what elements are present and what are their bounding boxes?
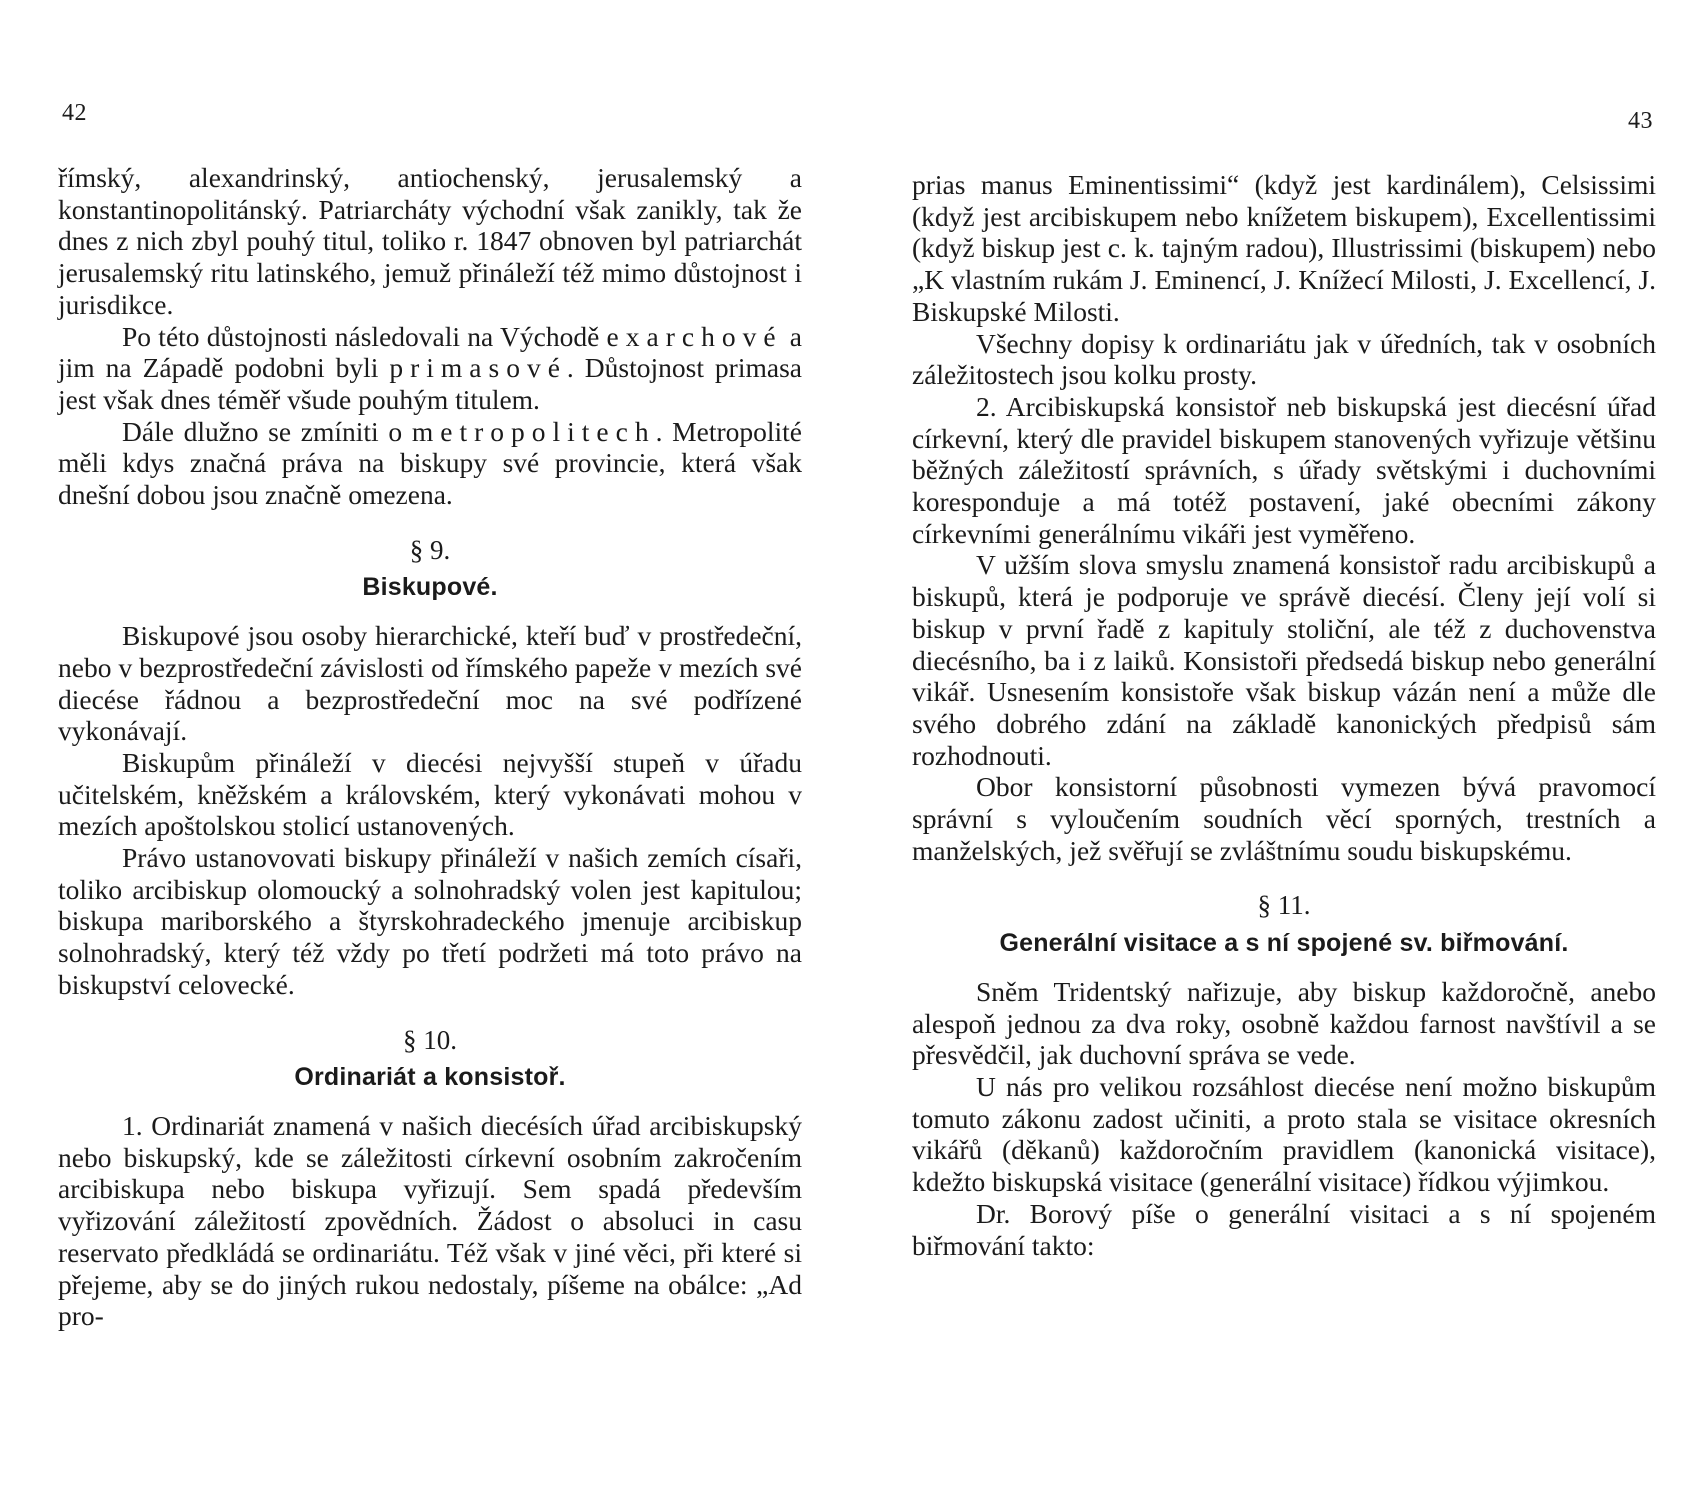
paragraph: Právo ustanovovati biskupy přináleží v našich zemích císaři, toliko arcibiskup olomoucký a solnohradský volen jest kapitulou; biskupa mariborského a štyrskohradeckého jmenuje arcibiskup solnohradský, který též vždy po třetí podržeti má toto právo na biskupství celovecké. xyxy=(58,842,802,1000)
paragraph: Dr. Borový píše o generální visitaci a s ní spojeném biřmování takto: xyxy=(912,1197,1656,1261)
section-number: § 10. xyxy=(403,1024,457,1055)
paragraph xyxy=(58,416,802,511)
text-run: a jim na Západě podobni byli xyxy=(58,320,802,384)
paragraph: Biskupům přináleží v diecési nejvyšší stupeň v úřadu učitelském, kněžském a královském, který vykonávati mohou v mezích apoštolskou stolicí ustanovených. xyxy=(58,746,802,842)
paragraph: římský, alexandrinský, antiochenský, jerusalemský a konstantinopolitánský. Patriarcháty východní však zanikly, tak že dnes z nich zbyl pouhý titul, toliko r. 1847 obnoven byl patriarchát jerusalemský ritu latinského, jemuž přináleží též mimo důstojnost i jurisdikce. xyxy=(58,162,802,320)
section-number: § 9. xyxy=(409,534,451,565)
paragraph: prias manus Eminentissimi“ (když jest kardinálem), Celsissimi (když jest arcibiskupem nebo knížetem biskupem), Excellentissimi (když biskup jest c. k. tajným radou), Illustrissimi (biskupem) nebo „K vlastním rukám J. Eminencí, J. Knížecí Milosti, J. Excellencí, J. Biskupské Milosti. xyxy=(912,169,1656,327)
paragraph: Všechny dopisy k ordinariátu jak v úředních, tak v osobních záležitostech jsou kolku prosty. xyxy=(912,327,1656,391)
paragraph xyxy=(58,321,802,416)
page-number-left: 42 xyxy=(62,100,87,126)
paragraph: 1. Ordinariát znamená v našich diecésích úřad arcibiskupský nebo biskupský, kde se záležitosti církevní osobním zakročením arcibiskupa nebo biskupa vyřizují. Sem spadá především vyřizování záležitostí zpovědních. Žádost o absoluci in casu reservato předkládá se ordinariátu. Též však v jiné věci, při které si přejeme, aby se do jiných rukou nedostaly, píšeme na obálce: „Ad pro- xyxy=(58,1109,802,1332)
section-number: § 11. xyxy=(1257,890,1311,921)
paragraph: Sněm Tridentský nařizuje, aby biskup každoročně, anebo alespoň jednou za dva roky, osobně každou farnost navštívil a se přesvědčil, jak duchovní správa se vede. xyxy=(912,975,1656,1071)
page-number-right: 43 xyxy=(1628,108,1653,134)
text-run: . Metropolité měli kdys značná práva na biskupy své provincie, která však dnešní dobou jsou značně omezena. xyxy=(58,415,802,511)
paragraph: Obor konsistorní působnosti vymezen bývá pravomocí správní s vyloučením soudních věcí sporných, trestních a manželských, jež svěřují se zvláštnímu soudu biskupskému. xyxy=(912,771,1656,866)
section-title: Generální visitace a s ní spojené sv. biřmování. xyxy=(999,929,1569,958)
right-page-text xyxy=(912,169,1656,1261)
spaced-term: primasové xyxy=(389,352,567,384)
section-title: Ordinariát a konsistoř. xyxy=(294,1063,566,1092)
text-run: . Důstojnost primasa jest však dnes téměř všude pouhým titulem. xyxy=(58,352,802,415)
right-page xyxy=(850,0,1700,1500)
section-title: Biskupové. xyxy=(362,573,498,602)
spaced-term: metropolitech xyxy=(411,415,656,447)
paragraph: U nás pro velikou rozsáhlost diecése není možno biskupům tomuto zákonu zadost učiniti, a proto stala se visitace okresních vikářů (děkanů) každoročním pravidlem (kanonická visitace), kdežto biskupská visitace (generální visitace) řídkou výjimkou. xyxy=(912,1070,1656,1198)
paragraph: V užším slova smyslu znamená konsistoř radu arcibiskupů a biskupů, která je podporuje ve správě diecésí. Členy její volí si biskup v první řadě z kapituly stoliční, ale též z duchovenstva diecésního, ba i z laiků. Konsistoři předsedá biskup nebo generální vikář. Usnesením konsistoře však biskup vázán není a může dle svého dobrého zdání na základě kanonických předpisů sám rozhodnouti. xyxy=(912,549,1656,771)
text-run: Po této důstojnosti následovali na Východě xyxy=(122,320,607,352)
left-page-text xyxy=(58,162,802,1332)
text-run: Dále dlužno se zmíniti o xyxy=(122,415,412,447)
paragraph: 2. Arcibiskupská konsistoř neb biskupská jest diecésní úřad církevní, který dle pravidel biskupem stanovených vyřizuje většinu běžných záležitostí správních, s úřady světskými i duchovními koresponduje a má totéž postavení, jaké obecními zákony církevními generálnímu vikáři jest vyměřeno. xyxy=(912,390,1656,549)
spaced-term: exarchové xyxy=(606,320,783,352)
paragraph: Biskupové jsou osoby hierarchické, kteří buď v prostředeční, nebo v bezprostředeční závislosti od římského papeže v mezích své diecése řádnou a bezprostředeční moc na své podřízené vykonávají. xyxy=(58,620,802,747)
